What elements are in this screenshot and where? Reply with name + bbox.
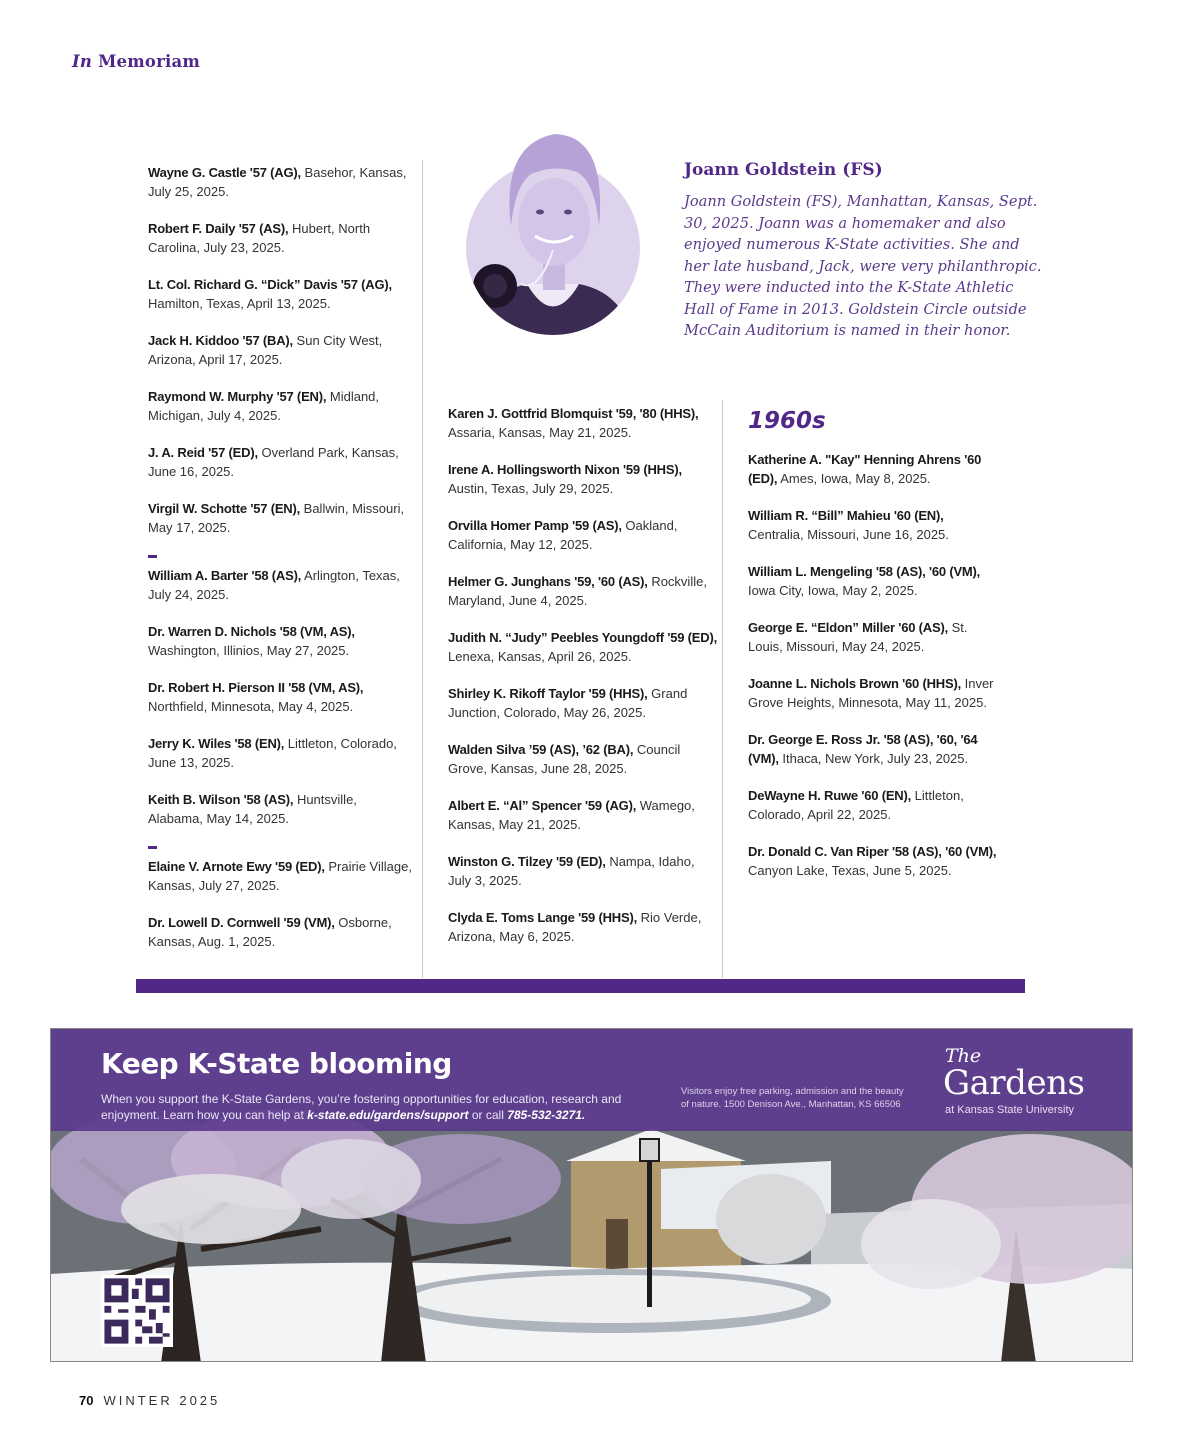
obituary-entry — [448, 572, 718, 610]
obituary-entry — [748, 842, 998, 880]
obituary-entry — [748, 786, 998, 824]
ad-headline: Keep K-State blooming — [101, 1047, 452, 1080]
obituary-name: Winston G. Tilzey '59 (ED), — [448, 854, 606, 869]
obituary-detail: Littleton, Colorado, April 22, 2025. — [748, 788, 964, 822]
obituary-entry — [148, 622, 413, 660]
obituary-entry — [148, 734, 413, 772]
obituary-detail: Huntsville, Alabama, May 14, 2025. — [148, 792, 357, 826]
obituary-detail: Rockville, Maryland, June 4, 2025. — [448, 574, 707, 608]
page-number: 70 — [79, 1393, 94, 1408]
obituary-entry — [748, 506, 998, 544]
gardens-logo-subtitle: at Kansas State University — [945, 1104, 1075, 1116]
obituary-name: Keith B. Wilson '58 (AS), — [148, 792, 294, 807]
obituary-detail: Osborne, Kansas, Aug. 1, 2025. — [148, 915, 392, 949]
feature-title: Joann Goldstein (FS) — [684, 160, 883, 180]
obituary-detail: Oakland, California, May 12, 2025. — [448, 518, 678, 552]
obituary-name: Dr. Robert H. Pierson II '58 (VM, AS), — [148, 680, 364, 695]
obituary-detail: Nampa, Idaho, July 3, 2025. — [448, 854, 695, 888]
obituary-name: Dr. George E. Ross Jr. '58 (AS), '60, '64 (VM), — [748, 732, 978, 766]
issue-label: WINTER 2025 — [103, 1393, 221, 1408]
obituary-detail: Ballwin, Missouri, May 17, 2025. — [148, 501, 405, 535]
ad-support-link[interactable]: k-state.edu/gardens/support — [307, 1108, 469, 1122]
column-divider — [722, 400, 723, 978]
obituary-detail: Grand Junction, Colorado, May 26, 2025. — [448, 686, 688, 720]
section-header — [72, 52, 200, 71]
feature-portrait-photo — [465, 124, 641, 336]
obituary-name: J. A. Reid '57 (ED), — [148, 445, 258, 460]
obituary-entry — [148, 499, 413, 537]
obituary-name: Orvilla Homer Pamp '59 (AS), — [448, 518, 622, 533]
obituary-entry — [148, 387, 413, 425]
obituary-name: William R. “Bill” Mahieu '60 (EN), — [748, 508, 944, 523]
obituary-detail: Centralia, Missouri, June 16, 2025. — [748, 527, 949, 542]
obituary-entry — [148, 566, 413, 604]
obituary-detail: Washington, Illinios, May 27, 2025. — [148, 643, 350, 658]
obituary-column-3 — [748, 450, 998, 898]
obituary-name: Joanne L. Nichols Brown '60 (HHS), — [748, 676, 961, 691]
obituary-entry — [148, 913, 413, 951]
obituary-column-1 — [148, 163, 413, 969]
obituary-entry — [448, 908, 718, 946]
obituary-column-2 — [448, 404, 718, 964]
obituary-entry — [448, 684, 718, 722]
obituary-detail: Lenexa, Kansas, April 26, 2025. — [448, 649, 632, 664]
obituary-name: Walden Silva ’59 (AS), ’62 (BA), — [448, 742, 634, 757]
qr-code-icon[interactable] — [101, 1275, 173, 1347]
obituary-name: Virgil W. Schotte '57 (EN), — [148, 501, 301, 516]
obituary-detail: Arlington, Texas, July 24, 2025. — [148, 568, 400, 602]
obituary-entry — [148, 331, 413, 369]
obituary-name: Irene A. Hollingsworth Nixon '59 (HHS), — [448, 462, 682, 477]
obituary-detail: Assaria, Kansas, May 21, 2025. — [448, 425, 632, 440]
gardens-logo-the: The — [945, 1045, 982, 1067]
obituary-detail: Hamilton, Texas, April 13, 2025. — [148, 296, 331, 311]
obituary-entry — [148, 275, 413, 313]
obituary-entry — [748, 674, 998, 712]
obituary-detail: Midland, Michigan, July 4, 2025. — [148, 389, 380, 423]
page-footer — [79, 1393, 220, 1408]
obituary-detail: Prairie Village, Kansas, July 27, 2025. — [148, 859, 412, 893]
obituary-detail: Iowa City, Iowa, May 2, 2025. — [748, 583, 918, 598]
obituary-detail: Hubert, North Carolina, July 23, 2025. — [148, 221, 371, 255]
gardens-logo: Gardens — [943, 1063, 1085, 1103]
obituary-name: William L. Mengeling '58 (AS), '60 (VM), — [748, 564, 981, 579]
obituary-detail: Ames, Iowa, May 8, 2025. — [777, 471, 931, 486]
obituary-name: DeWayne H. Ruwe '60 (EN), — [748, 788, 912, 803]
obituary-entry — [748, 562, 998, 600]
obituary-name: Dr. Warren D. Nichols '58 (VM, AS), — [148, 624, 355, 639]
obituary-entry — [448, 740, 718, 778]
obituary-name: George E. “Eldon” Miller '60 (AS), — [748, 620, 948, 635]
obituary-name: Jack H. Kiddoo '57 (BA), — [148, 333, 293, 348]
obituary-entry — [448, 796, 718, 834]
obituary-entry — [148, 790, 413, 828]
column-divider — [422, 160, 423, 978]
obituary-name: Judith N. “Judy” Peebles Youngdoff '59 (ED), — [448, 630, 718, 645]
obituary-name: William A. Barter '58 (AS), — [148, 568, 302, 583]
obituary-name: Elaine V. Arnote Ewy '59 (ED), — [148, 859, 325, 874]
obituary-entry — [448, 404, 718, 442]
obituary-entry — [148, 678, 413, 716]
obituary-detail: Overland Park, Kansas, June 16, 2025. — [148, 445, 399, 479]
section-header-label: Memoriam — [98, 52, 201, 71]
obituary-entry — [748, 730, 998, 768]
obituary-name: Clyda E. Toms Lange '59 (HHS), — [448, 910, 638, 925]
obituary-entry — [748, 450, 998, 488]
section-end-bar — [136, 979, 1025, 993]
obituary-entry — [448, 852, 718, 890]
ad-copy — [101, 1091, 681, 1123]
obituary-entry — [448, 516, 718, 554]
class-year-separator — [148, 555, 157, 558]
obituary-name: Karen J. Gottfrid Blomquist '59, '80 (HHS), — [448, 406, 699, 421]
obituary-name: Robert F. Daily '57 (AS), — [148, 221, 289, 236]
feature-body: Joann Goldstein (FS), Manhattan, Kansas, Sept. 30, 2025. Joann was a homemaker and also enjoyed numerous K-State activities. She and her late husband, Jack, were very philanthropic. They were inducted into the K-State Athletic Hall of Fame in 2013. Goldstein Circle outside McCain Auditorium is named in their honor. — [684, 193, 1042, 339]
obituary-detail: Basehor, Kansas, July 25, 2025. — [148, 165, 407, 199]
obituary-entry — [148, 857, 413, 895]
ad-visitor-note: Visitors enjoy free parking, admission and the beauty of nature. 1500 Denison Ave., Manhattan, KS 66506 — [681, 1086, 904, 1110]
ad-copy-mid: or call — [468, 1108, 508, 1122]
ad-copy-lead: When you support the K-State Gardens, you’re fostering opportunities for education, research and enjoyment. Learn how you can help at — [101, 1092, 622, 1122]
obituary-name: Wayne G. Castle '57 (AG), — [148, 165, 301, 180]
obituary-name: Shirley K. Rikoff Taylor '59 (HHS), — [448, 686, 648, 701]
obituary-name: Dr. Lowell D. Cornwell '59 (VM), — [148, 915, 335, 930]
obituary-name: Helmer G. Junghans '59, '60 (AS), — [448, 574, 648, 589]
obituary-name: Katherine A. "Kay" Henning Ahrens '60 (ED), — [748, 452, 982, 486]
obituary-detail: Littleton, Colorado, June 13, 2025. — [148, 736, 397, 770]
decade-heading: 1960s — [748, 408, 826, 434]
obituary-entry — [448, 460, 718, 498]
obituary-entry — [148, 163, 413, 201]
obituary-detail: Austin, Texas, July 29, 2025. — [448, 481, 614, 496]
obituary-name: Lt. Col. Richard G. “Dick” Davis '57 (AG), — [148, 277, 392, 292]
section-header-prefix: In — [72, 52, 93, 71]
obituary-detail: Canyon Lake, Texas, June 5, 2025. — [748, 863, 952, 878]
obituary-entry — [148, 219, 413, 257]
obituary-detail: Sun City West, Arizona, April 17, 2025. — [148, 333, 383, 367]
obituary-name: Albert E. “Al” Spencer '59 (AG), — [448, 798, 637, 813]
obituary-detail: Ithaca, New York, July 23, 2025. — [778, 751, 969, 766]
obituary-detail: Northfield, Minnesota, May 4, 2025. — [148, 699, 354, 714]
obituary-entry — [448, 628, 718, 666]
obituary-detail: Council Grove, Kansas, June 28, 2025. — [448, 742, 681, 776]
obituary-detail: Inver Grove Heights, Minnesota, May 11, 2025. — [748, 676, 994, 710]
obituary-detail: Rio Verde, Arizona, May 6, 2025. — [448, 910, 702, 944]
obituary-detail: Wamego, Kansas, May 21, 2025. — [448, 798, 695, 832]
class-year-separator — [148, 846, 157, 849]
obituary-name: Dr. Donald C. Van Riper '58 (AS), '60 (VM), — [748, 844, 997, 859]
obituary-name: Jerry K. Wiles '58 (EN), — [148, 736, 285, 751]
gardens-advertisement[interactable] — [50, 1028, 1133, 1362]
ad-phone[interactable]: 785-532-3271. — [507, 1108, 586, 1122]
obituary-entry — [748, 618, 998, 656]
obituary-detail: St. Louis, Missouri, May 24, 2025. — [748, 620, 968, 654]
obituary-name: Raymond W. Murphy '57 (EN), — [148, 389, 327, 404]
obituary-entry — [148, 443, 413, 481]
